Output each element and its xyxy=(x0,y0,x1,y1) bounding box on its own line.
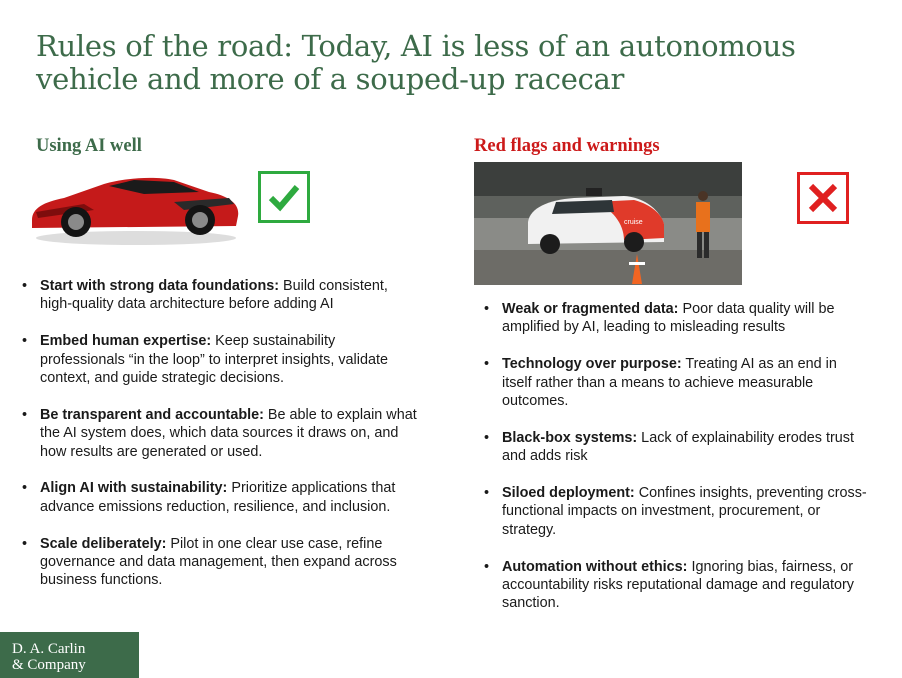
item-text: Pilot in one clear use case, refine governance and data management, then expand across business functions. xyxy=(40,535,397,589)
list-item xyxy=(22,332,422,387)
item-text: Keep sustainability professionals “in the loop” to interpret insights, validate context, and guide strategic decisions. xyxy=(40,333,388,387)
item-lead: Weak or fragmented data: xyxy=(502,301,679,317)
company-logo xyxy=(0,632,139,678)
logo-line-2: & Company xyxy=(12,657,86,673)
page-title: Rules of the road: Today, AI is less of an autonomous vehicle and more of a souped-up racecar xyxy=(36,29,796,96)
list-item xyxy=(22,277,422,314)
item-lead: Siloed deployment: xyxy=(502,485,635,502)
logo-line-1: D. A. Carlin xyxy=(12,641,86,657)
cruise-logo-text: cruise xyxy=(624,219,643,226)
item-text: Poor data quality will be amplified by AI, leading to misleading results xyxy=(502,301,835,336)
checkmark-icon xyxy=(258,171,310,223)
item-text: Lack of explainability erodes trust and adds risk xyxy=(502,429,854,465)
x-mark-icon xyxy=(797,172,849,224)
list-item xyxy=(484,300,869,337)
item-lead: Automation without ethics: xyxy=(502,558,688,575)
list-item xyxy=(22,535,422,590)
item-text: Build consistent, high-quality data architecture before adding AI xyxy=(40,278,388,313)
item-text: Treating AI as an end in itself rather than a means to achieve measurable outcomes. xyxy=(502,356,837,410)
item-lead: Start with strong data foundations: xyxy=(40,278,280,294)
item-lead: Black-box systems: xyxy=(502,429,638,446)
item-text: Confines insights, preventing cross-functional impacts on investment, procurement, or strategy. xyxy=(502,485,867,538)
list-item xyxy=(22,406,422,461)
item-lead: Technology over purpose: xyxy=(502,356,682,373)
red-flags-heading: Red flags and warnings xyxy=(474,136,660,156)
using-ai-well-list xyxy=(22,277,422,608)
list-item xyxy=(22,479,422,516)
item-lead: Embed human expertise: xyxy=(40,333,212,350)
list-item xyxy=(484,558,869,613)
self-driving-car-photo xyxy=(474,162,742,285)
red-racecar-image xyxy=(24,168,246,246)
item-text: Ignoring bias, fairness, or accountability risks reputational damage and regulatory sanction. xyxy=(502,558,854,612)
list-item xyxy=(484,429,869,466)
item-lead: Scale deliberately: xyxy=(40,535,167,552)
using-ai-well-heading: Using AI well xyxy=(36,136,142,156)
red-flags-list xyxy=(484,300,869,631)
list-item xyxy=(484,355,869,410)
item-text: Prioritize applications that advance emissions reduction, resilience, and inclusion. xyxy=(40,480,396,515)
item-lead: Be transparent and accountable: xyxy=(40,406,264,423)
list-item xyxy=(484,484,869,539)
item-lead: Align AI with sustainability: xyxy=(40,480,228,497)
item-text: Be able to explain what the AI system does, which data sources it draws on, and how results are generated or used. xyxy=(40,406,417,460)
